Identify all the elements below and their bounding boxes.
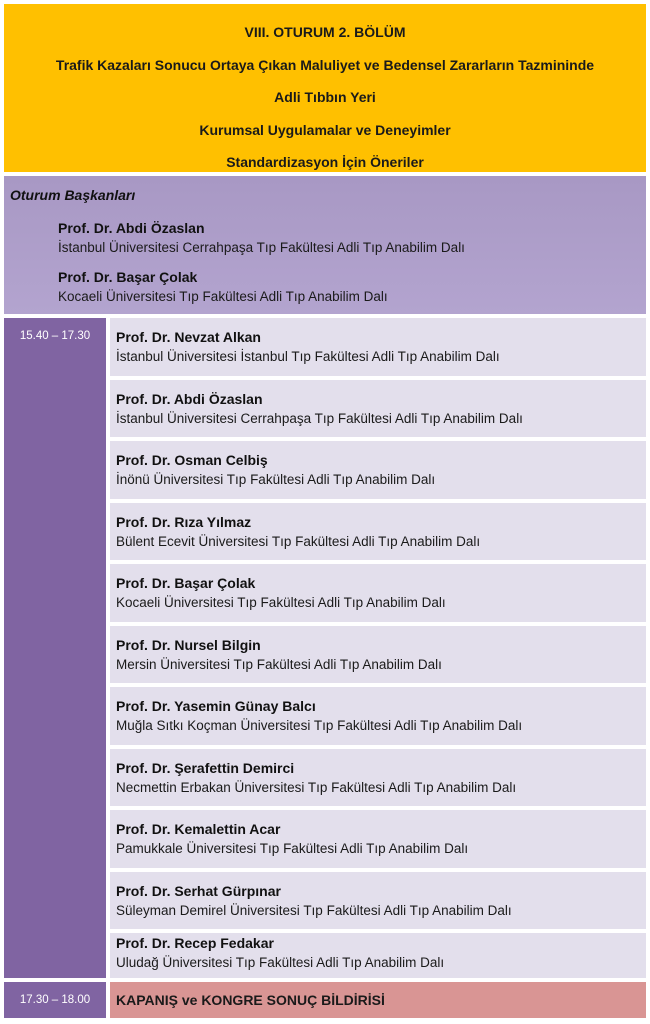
speaker-institution: İnönü Üniversitesi Tıp Fakültesi Adli Tıp Anabilim Dalı: [116, 472, 436, 487]
speaker-row: [110, 564, 646, 622]
speaker-row: [110, 318, 646, 376]
speaker-name: Prof. Dr. Kemalettin Acar: [116, 821, 281, 837]
speaker-institution: Necmettin Erbakan Üniversitesi Tıp Fakültesi Adli Tıp Anabilim Dalı: [116, 779, 517, 795]
speaker-institution: Süleyman Demirel Üniversitesi Tıp Fakültesi Adli Tıp Anabilim Dalı: [116, 902, 512, 918]
session-subtitle-2: Standardizasyon İçin Öneriler: [226, 154, 424, 170]
session-time-cell: [4, 318, 106, 978]
speaker-institution: Uludağ Üniversitesi Tıp Fakültesi Adli Tıp Anabilim Dalı: [116, 955, 445, 970]
speaker-institution: Pamukkale Üniversitesi Tıp Fakültesi Adli Tıp Anabilim Dalı: [116, 841, 469, 856]
speaker-name: Prof. Dr. Osman Celbiş: [116, 452, 268, 468]
closing-time-cell: [4, 982, 106, 1018]
session-subtitle: Kurumsal Uygulamalar ve Deneyimler: [199, 121, 451, 138]
speaker-row: [110, 749, 646, 807]
session-title: VIII. OTURUM 2. BÖLÜM: [244, 24, 406, 40]
speaker-name: Prof. Dr. Abdi Özaslan: [116, 390, 263, 407]
session-time: 15.40 – 17.30: [19, 330, 91, 342]
chair-person: [58, 267, 388, 307]
speaker-institution: Muğla Sıtkı Koçman Üniversitesi Tıp Fakültesi Adli Tıp Anabilim Dalı: [116, 718, 523, 733]
speaker-name: Prof. Dr. Nursel Bilgin: [116, 636, 261, 653]
chair-institution: Kocaeli Üniversitesi Tıp Fakültesi Adli Tıp Anabilim Dalı: [58, 289, 388, 304]
speaker-institution: Bülent Ecevit Üniversitesi Tıp Fakültesi Adli Tıp Anabilim Dalı: [116, 533, 481, 549]
speaker-row: [110, 872, 646, 930]
speaker-name: Prof. Dr. Rıza Yılmaz: [116, 513, 252, 530]
speaker-name: Prof. Dr. Yasemin Günay Balcı: [116, 698, 316, 714]
speaker-name: Prof. Dr. Şerafettin Demirci: [116, 759, 295, 776]
speaker-institution: İstanbul Üniversitesi Cerrahpaşa Tıp Fakültesi Adli Tıp Anabilim Dalı: [116, 410, 523, 426]
closing-row: [110, 982, 646, 1018]
speaker-row: [110, 626, 646, 684]
session-subtopic: Adli Tıbbın Yeri: [274, 89, 376, 105]
session-topic: Trafik Kazaları Sonucu Ortaya Çıkan Maluliyet ve Bedensel Zararların Tazmininde: [55, 56, 595, 73]
speaker-institution: Mersin Üniversitesi Tıp Fakültesi Adli Tıp Anabilim Dalı: [116, 656, 442, 672]
closing-time: 17.30 – 18.00: [19, 994, 91, 1006]
speaker-name: Prof. Dr. Nevzat Alkan: [116, 329, 261, 345]
session-chairs: [4, 176, 646, 314]
speaker-row: [110, 933, 646, 978]
speaker-name: Prof. Dr. Recep Fedakar: [116, 935, 274, 951]
speaker-row: [110, 441, 646, 499]
speaker-row: [110, 810, 646, 868]
closing-label: KAPANIŞ ve KONGRE SONUÇ BİLDİRİSİ: [116, 992, 385, 1008]
chair-person: [58, 218, 465, 258]
speaker-row: [110, 380, 646, 438]
speaker-institution: Kocaeli Üniversitesi Tıp Fakültesi Adli Tıp Anabilim Dalı: [116, 595, 446, 610]
speaker-name: Prof. Dr. Başar Çolak: [116, 575, 256, 591]
speaker-row: [110, 503, 646, 561]
speaker-institution: İstanbul Üniversitesi İstanbul Tıp Fakültesi Adli Tıp Anabilim Dalı: [116, 349, 500, 364]
chair-name: Prof. Dr. Abdi Özaslan: [58, 220, 205, 236]
chair-institution: İstanbul Üniversitesi Cerrahpaşa Tıp Fakültesi Adli Tıp Anabilim Dalı: [58, 240, 465, 255]
chairs-heading: Oturum Başkanları: [10, 187, 136, 203]
speaker-row: [110, 687, 646, 745]
speaker-name: Prof. Dr. Serhat Gürpınar: [116, 882, 281, 899]
chair-name: Prof. Dr. Başar Çolak: [58, 269, 198, 285]
session-header: [4, 4, 646, 172]
